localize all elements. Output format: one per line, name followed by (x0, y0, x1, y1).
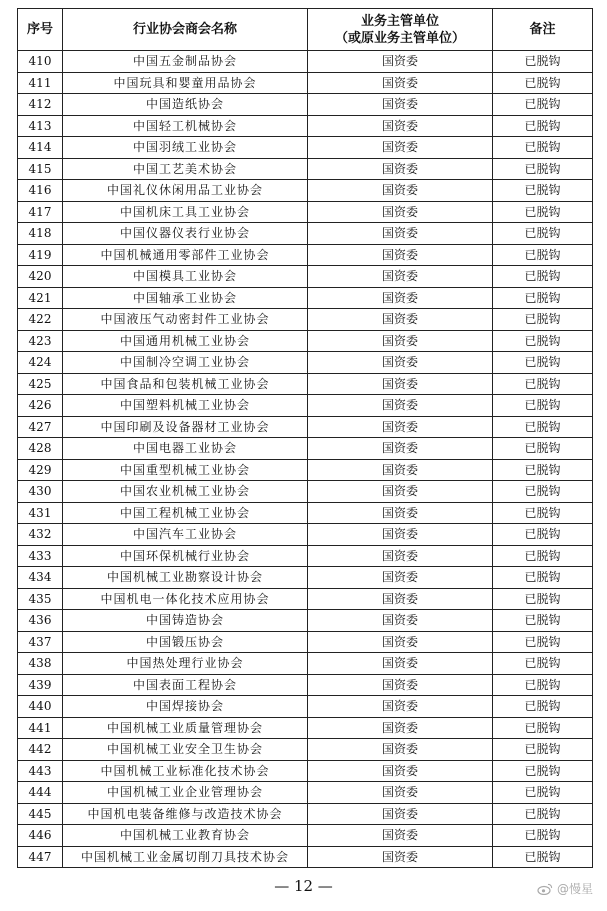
remark-cell: 已脱钩 (493, 180, 593, 202)
table-row (18, 674, 593, 696)
remark-cell: 已脱钩 (493, 309, 593, 331)
table-row (18, 459, 593, 481)
association-name-cell: 中国铸造协会 (63, 610, 308, 632)
authority-cell: 国资委 (308, 51, 493, 73)
authority-cell: 国资委 (308, 72, 493, 94)
remark-cell: 已脱钩 (493, 330, 593, 352)
row-number-cell: 418 (18, 223, 63, 245)
authority-cell: 国资委 (308, 309, 493, 331)
header-authority-line2: （或原业务主管单位） (334, 30, 465, 46)
row-number-cell: 441 (18, 717, 63, 739)
authority-cell: 国资委 (308, 395, 493, 417)
association-name-cell: 中国工程机械工业协会 (63, 502, 308, 524)
table-row (18, 416, 593, 438)
table-row (18, 760, 593, 782)
row-number-cell: 431 (18, 502, 63, 524)
table-row (18, 287, 593, 309)
authority-cell: 国资委 (308, 545, 493, 567)
table-row (18, 309, 593, 331)
authority-cell: 国资委 (308, 266, 493, 288)
row-number-cell: 416 (18, 180, 63, 202)
table-row (18, 94, 593, 116)
row-number-cell: 414 (18, 137, 63, 159)
row-number-cell: 419 (18, 244, 63, 266)
authority-cell: 国资委 (308, 696, 493, 718)
remark-cell: 已脱钩 (493, 760, 593, 782)
row-number-cell: 422 (18, 309, 63, 331)
association-name-cell: 中国制冷空调工业协会 (63, 352, 308, 374)
remark-cell: 已脱钩 (493, 438, 593, 460)
table-row (18, 696, 593, 718)
association-name-cell: 中国食品和包装机械工业协会 (63, 373, 308, 395)
header-remark: 备注 (493, 9, 593, 51)
association-name-cell: 中国羽绒工业协会 (63, 137, 308, 159)
remark-cell: 已脱钩 (493, 352, 593, 374)
authority-cell: 国资委 (308, 180, 493, 202)
authority-cell: 国资委 (308, 373, 493, 395)
table-header-row (18, 9, 593, 51)
row-number-cell: 415 (18, 158, 63, 180)
authority-cell: 国资委 (308, 244, 493, 266)
authority-cell: 国资委 (308, 653, 493, 675)
association-name-cell: 中国环保机械行业协会 (63, 545, 308, 567)
table-row (18, 51, 593, 73)
row-number-cell: 445 (18, 803, 63, 825)
remark-cell: 已脱钩 (493, 416, 593, 438)
table-row (18, 201, 593, 223)
remark-cell: 已脱钩 (493, 782, 593, 804)
row-number-cell: 433 (18, 545, 63, 567)
remark-cell: 已脱钩 (493, 223, 593, 245)
table-row (18, 545, 593, 567)
association-name-cell: 中国模具工业协会 (63, 266, 308, 288)
authority-cell: 国资委 (308, 803, 493, 825)
authority-cell: 国资委 (308, 588, 493, 610)
association-name-cell: 中国锻压协会 (63, 631, 308, 653)
table-row (18, 782, 593, 804)
table-row (18, 803, 593, 825)
association-name-cell: 中国仪器仪表行业协会 (63, 223, 308, 245)
row-number-cell: 439 (18, 674, 63, 696)
row-number-cell: 426 (18, 395, 63, 417)
remark-cell: 已脱钩 (493, 588, 593, 610)
table-row (18, 373, 593, 395)
association-name-cell: 中国机电装备维修与改造技术协会 (63, 803, 308, 825)
table-row (18, 567, 593, 589)
authority-cell: 国资委 (308, 94, 493, 116)
authority-cell: 国资委 (308, 223, 493, 245)
authority-cell: 国资委 (308, 416, 493, 438)
row-number-cell: 432 (18, 524, 63, 546)
row-number-cell: 446 (18, 825, 63, 847)
remark-cell: 已脱钩 (493, 158, 593, 180)
row-number-cell: 444 (18, 782, 63, 804)
remark-cell: 已脱钩 (493, 545, 593, 567)
remark-cell: 已脱钩 (493, 244, 593, 266)
row-number-cell: 420 (18, 266, 63, 288)
authority-cell: 国资委 (308, 201, 493, 223)
authority-cell: 国资委 (308, 115, 493, 137)
association-name-cell: 中国机械工业标准化技术协会 (63, 760, 308, 782)
authority-cell: 国资委 (308, 438, 493, 460)
remark-cell: 已脱钩 (493, 459, 593, 481)
remark-cell: 已脱钩 (493, 72, 593, 94)
table-row (18, 352, 593, 374)
association-name-cell: 中国表面工程协会 (63, 674, 308, 696)
authority-cell: 国资委 (308, 825, 493, 847)
authority-cell: 国资委 (308, 459, 493, 481)
table-row (18, 330, 593, 352)
authority-cell: 国资委 (308, 330, 493, 352)
row-number-cell: 429 (18, 459, 63, 481)
page-number: — 12 — (274, 877, 333, 895)
association-name-cell: 中国造纸协会 (63, 94, 308, 116)
remark-cell: 已脱钩 (493, 696, 593, 718)
authority-cell: 国资委 (308, 846, 493, 868)
association-name-cell: 中国轴承工业协会 (63, 287, 308, 309)
table-row (18, 524, 593, 546)
remark-cell: 已脱钩 (493, 287, 593, 309)
association-name-cell: 中国轻工机械协会 (63, 115, 308, 137)
association-name-cell: 中国重型机械工业协会 (63, 459, 308, 481)
remark-cell: 已脱钩 (493, 653, 593, 675)
header-name: 行业协会商会名称 (63, 9, 308, 51)
authority-cell: 国资委 (308, 502, 493, 524)
remark-cell: 已脱钩 (493, 395, 593, 417)
table-row (18, 846, 593, 868)
table-row (18, 115, 593, 137)
remark-cell: 已脱钩 (493, 739, 593, 761)
authority-cell: 国资委 (308, 137, 493, 159)
authority-cell: 国资委 (308, 760, 493, 782)
header-no: 序号 (18, 9, 63, 51)
remark-cell: 已脱钩 (493, 567, 593, 589)
authority-cell: 国资委 (308, 524, 493, 546)
table-row (18, 223, 593, 245)
row-number-cell: 447 (18, 846, 63, 868)
association-name-cell: 中国机械工业勘察设计协会 (63, 567, 308, 589)
table-row (18, 631, 593, 653)
remark-cell: 已脱钩 (493, 115, 593, 137)
table-row (18, 502, 593, 524)
association-name-cell: 中国工艺美术协会 (63, 158, 308, 180)
association-name-cell: 中国塑料机械工业协会 (63, 395, 308, 417)
association-name-cell: 中国机械工业企业管理协会 (63, 782, 308, 804)
row-number-cell: 423 (18, 330, 63, 352)
remark-cell: 已脱钩 (493, 825, 593, 847)
table-row (18, 481, 593, 503)
watermark (537, 880, 593, 897)
row-number-cell: 421 (18, 287, 63, 309)
row-number-cell: 417 (18, 201, 63, 223)
table-row (18, 395, 593, 417)
table-row (18, 825, 593, 847)
association-name-cell: 中国农业机械工业协会 (63, 481, 308, 503)
header-authority-line1: 业务主管单位 (360, 13, 439, 29)
watermark-text: @慢星 (556, 882, 593, 896)
remark-cell: 已脱钩 (493, 94, 593, 116)
association-name-cell: 中国通用机械工业协会 (63, 330, 308, 352)
row-number-cell: 411 (18, 72, 63, 94)
remark-cell: 已脱钩 (493, 373, 593, 395)
row-number-cell: 435 (18, 588, 63, 610)
association-name-cell: 中国机械工业安全卫生协会 (63, 739, 308, 761)
remark-cell: 已脱钩 (493, 631, 593, 653)
association-name-cell: 中国玩具和婴童用品协会 (63, 72, 308, 94)
authority-cell: 国资委 (308, 674, 493, 696)
authority-cell: 国资委 (308, 631, 493, 653)
remark-cell: 已脱钩 (493, 803, 593, 825)
remark-cell: 已脱钩 (493, 846, 593, 868)
authority-cell: 国资委 (308, 782, 493, 804)
row-number-cell: 436 (18, 610, 63, 632)
association-name-cell: 中国机械工业金属切削刀具技术协会 (63, 846, 308, 868)
row-number-cell: 425 (18, 373, 63, 395)
weibo-icon (537, 883, 553, 895)
association-name-cell: 中国礼仪休闲用品工业协会 (63, 180, 308, 202)
authority-cell: 国资委 (308, 287, 493, 309)
row-number-cell: 438 (18, 653, 63, 675)
remark-cell: 已脱钩 (493, 610, 593, 632)
table-row (18, 438, 593, 460)
row-number-cell: 427 (18, 416, 63, 438)
remark-cell: 已脱钩 (493, 502, 593, 524)
association-name-cell: 中国汽车工业协会 (63, 524, 308, 546)
row-number-cell: 443 (18, 760, 63, 782)
remark-cell: 已脱钩 (493, 137, 593, 159)
remark-cell: 已脱钩 (493, 524, 593, 546)
row-number-cell: 434 (18, 567, 63, 589)
associations-table (17, 8, 593, 868)
authority-cell: 国资委 (308, 717, 493, 739)
table-row (18, 588, 593, 610)
table-row (18, 158, 593, 180)
authority-cell: 国资委 (308, 481, 493, 503)
row-number-cell: 442 (18, 739, 63, 761)
header-authority (308, 9, 493, 51)
row-number-cell: 428 (18, 438, 63, 460)
row-number-cell: 440 (18, 696, 63, 718)
association-name-cell: 中国印刷及设备器材工业协会 (63, 416, 308, 438)
association-name-cell: 中国五金制品协会 (63, 51, 308, 73)
table-row (18, 266, 593, 288)
remark-cell: 已脱钩 (493, 717, 593, 739)
remark-cell: 已脱钩 (493, 201, 593, 223)
row-number-cell: 424 (18, 352, 63, 374)
association-name-cell: 中国机械工业教育协会 (63, 825, 308, 847)
table-row (18, 653, 593, 675)
table-row (18, 72, 593, 94)
row-number-cell: 413 (18, 115, 63, 137)
authority-cell: 国资委 (308, 739, 493, 761)
authority-cell: 国资委 (308, 158, 493, 180)
authority-cell: 国资委 (308, 352, 493, 374)
remark-cell: 已脱钩 (493, 51, 593, 73)
authority-cell: 国资委 (308, 567, 493, 589)
association-name-cell: 中国电器工业协会 (63, 438, 308, 460)
table-row (18, 244, 593, 266)
row-number-cell: 412 (18, 94, 63, 116)
row-number-cell: 430 (18, 481, 63, 503)
table-row (18, 180, 593, 202)
association-name-cell: 中国机床工具工业协会 (63, 201, 308, 223)
association-name-cell: 中国机电一体化技术应用协会 (63, 588, 308, 610)
association-name-cell: 中国机械通用零部件工业协会 (63, 244, 308, 266)
row-number-cell: 437 (18, 631, 63, 653)
table-row (18, 610, 593, 632)
table-body (18, 51, 593, 868)
association-name-cell: 中国机械工业质量管理协会 (63, 717, 308, 739)
association-name-cell: 中国热处理行业协会 (63, 653, 308, 675)
association-name-cell: 中国焊接协会 (63, 696, 308, 718)
table-row (18, 137, 593, 159)
table-row (18, 739, 593, 761)
row-number-cell: 410 (18, 51, 63, 73)
remark-cell: 已脱钩 (493, 266, 593, 288)
association-name-cell: 中国液压气动密封件工业协会 (63, 309, 308, 331)
table-row (18, 717, 593, 739)
authority-cell: 国资委 (308, 610, 493, 632)
remark-cell: 已脱钩 (493, 481, 593, 503)
remark-cell: 已脱钩 (493, 674, 593, 696)
